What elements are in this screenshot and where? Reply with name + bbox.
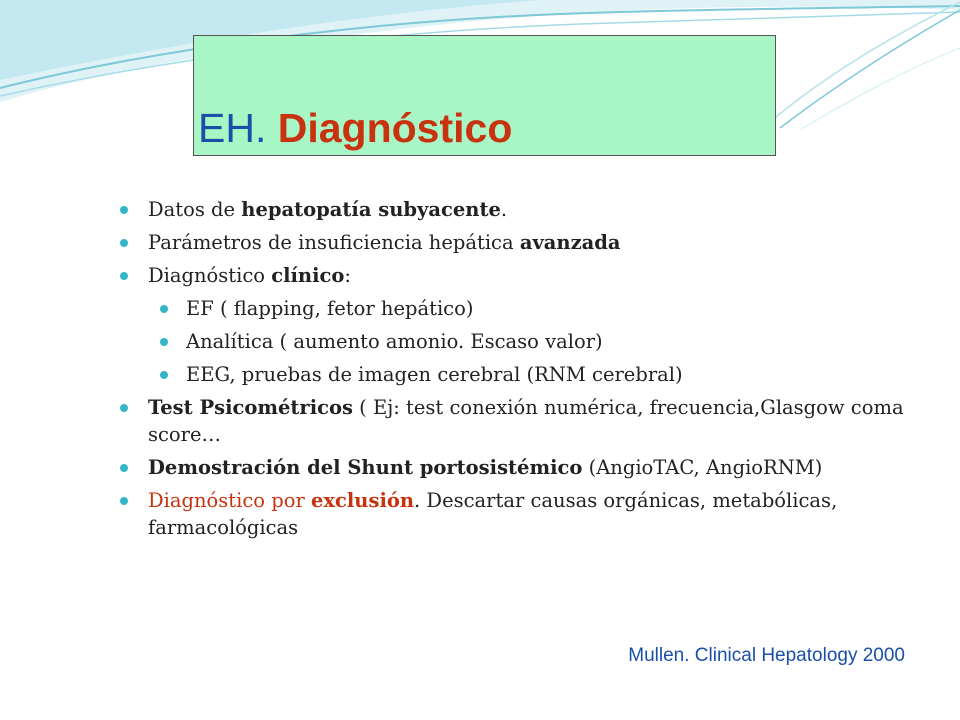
bullet-text: . Descartar causas orgánicas, metabólicas, farmacológicas [148, 489, 838, 539]
bullet-red-text: Diagnóstico por [148, 489, 311, 512]
slide-title [198, 104, 512, 152]
citation: Mullen. Clinical Hepatology 2000 [628, 645, 905, 666]
bullet-bold-text: Test Psicométricos [148, 396, 353, 419]
bullet-item [120, 487, 910, 541]
bullet-bold-text: avanzada [519, 231, 621, 254]
sub-bullet-text: Analítica ( aumento amonio. Escaso valor) [186, 330, 603, 353]
sub-bullet-item [120, 295, 910, 322]
bullet-item [120, 262, 910, 289]
bullet-text: Parámetros de insuficiencia hepática [148, 231, 520, 254]
title-box [193, 35, 776, 156]
bullet-dot [120, 206, 128, 214]
bullet-item [120, 229, 910, 256]
bullet-bold-text: Demostración del Shunt portosistémico [148, 456, 583, 479]
bullet-dot [120, 464, 128, 472]
bullet-text: : [344, 264, 351, 287]
bullet-dot [120, 272, 128, 280]
bullet-item [120, 394, 910, 448]
bullet-dot [160, 371, 168, 379]
bullet-text: ( Ej: test conexión numérica, frecuencia,Glasgow coma score… [148, 396, 904, 446]
bullet-dot [120, 497, 128, 505]
sub-bullet-text: EEG, pruebas de imagen cerebral (RNM cerebral) [186, 363, 683, 386]
bullet-list [120, 196, 910, 547]
bullet-text: Datos de [148, 198, 242, 221]
sub-bullet-item [120, 328, 910, 355]
bullet-text: Diagnóstico [148, 264, 272, 287]
bullet-bold-text: hepatopatía subyacente [241, 198, 501, 221]
sub-bullet-text: EF ( flapping, fetor hepático) [186, 297, 474, 320]
bullet-bold-text: clínico [271, 264, 345, 287]
bullet-red-bold-text: exclusión [310, 489, 415, 512]
bullet-item [120, 196, 910, 223]
bullet-dot [120, 239, 128, 247]
title-main: Diagnóstico [277, 105, 513, 151]
bullet-text: (AngioTAC, AngioRNM) [582, 456, 823, 479]
bullet-item [120, 454, 910, 481]
bullet-dot [120, 404, 128, 412]
bullet-dot [160, 338, 168, 346]
title-prefix: EH. [198, 105, 278, 151]
sub-bullet-item [120, 361, 910, 388]
bullet-text: . [500, 198, 508, 221]
bullet-dot [160, 305, 168, 313]
